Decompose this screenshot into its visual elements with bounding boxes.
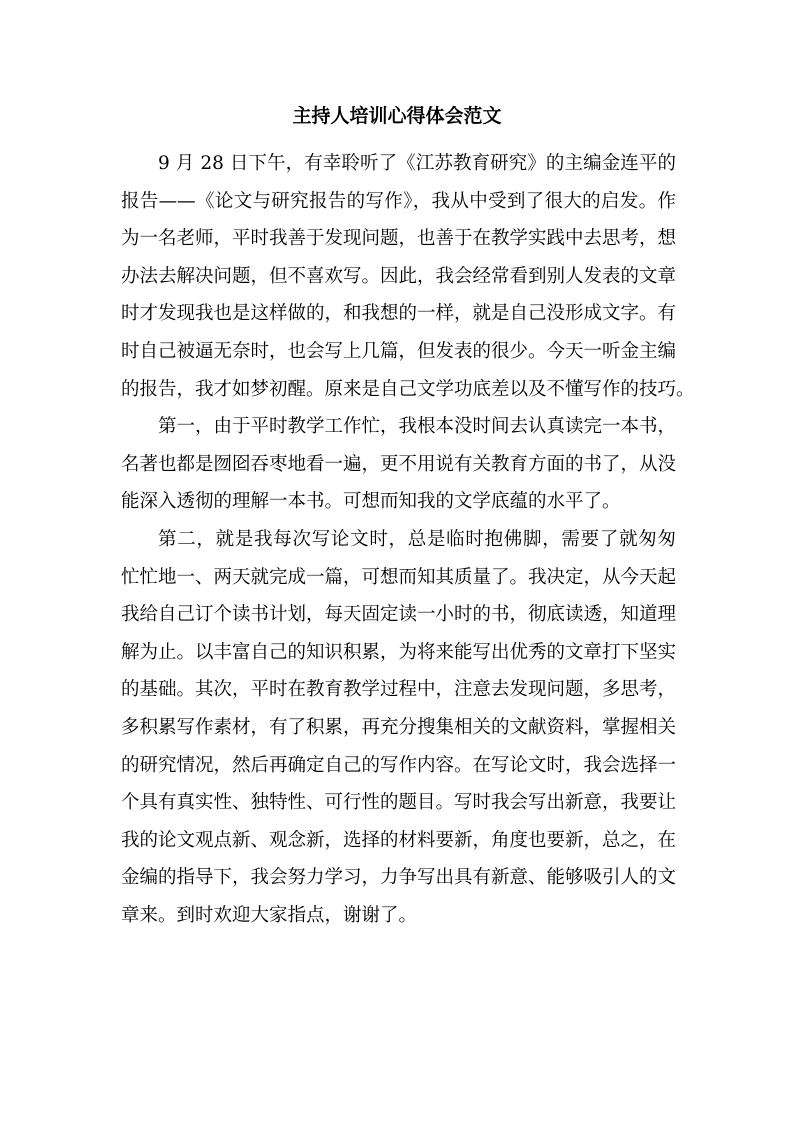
document-body [121, 145, 695, 934]
paragraph-line: 章来。到时欢迎大家指点，谢谢了。 [121, 904, 418, 926]
paragraph-line: 多积累写作素材，有了积累，再充分搜集相关的文献资料，掌握相关 [121, 716, 677, 738]
paragraph-line: 9 月 28 日下午，有幸聆听了《江苏教育研究》的主编金连平的 [158, 153, 676, 174]
paragraph-line: 的研究情况，然后再确定自己的写作内容。在写论文时，我会选择一 [121, 754, 677, 776]
paragraph-1 [121, 145, 695, 408]
paragraph-line: 能深入透彻的理解一本书。可想而知我的文学底蕴的水平了。 [121, 491, 621, 513]
paragraph-line: 为一名老师，平时我善于发现问题，也善于在教学实践中去思考，想 [121, 228, 677, 250]
paragraph-line: 解为止。以丰富自己的知识积累，为将来能写出优秀的文章打下坚实 [121, 641, 677, 663]
paragraph-line: 的报告，我才如梦初醒。原来是自己文学功底差以及不懂写作的技巧。 [121, 378, 695, 400]
paragraph-line: 时自己被逼无奈时，也会写上几篇，但发表的很少。今天一听金主编 [121, 340, 677, 362]
paragraph-line: 名著也都是囫囵吞枣地看一遍，更不用说有关教育方面的书了，从没 [121, 453, 677, 475]
paragraph-line: 时才发现我也是这样做的，和我想的一样，就是自己没形成文字。有 [121, 303, 677, 325]
paragraph-line: 个具有真实性、独特性、可行性的题目。写时我会写出新意，我要让 [121, 792, 677, 814]
paragraph-3 [121, 521, 676, 935]
paragraph-line: 办法去解决问题，但不喜欢写。因此，我会经常看到别人发表的文章 [121, 265, 677, 287]
paragraph-line: 我给自己订个读书计划，每天固定读一小时的书，彻底读透，知道理 [121, 604, 677, 626]
paragraph-line: 忙忙地一、两天就完成一篇，可想而知其质量了。我决定，从今天起 [121, 566, 677, 588]
paragraph-line: 报告——《论文与研究报告的写作》，我从中受到了很大的启发。作 [121, 190, 676, 212]
paragraph-2 [121, 408, 676, 521]
paragraph-line: 金编的指导下，我会努力学习，力争写出具有新意、能够吸引人的文 [121, 867, 677, 889]
paragraph-line: 我的论文观点新、观念新，选择的材料要新，角度也要新，总之，在 [121, 829, 677, 851]
document-title: 主持人培训心得体会范文 [292, 105, 502, 127]
paragraph-line: 第一，由于平时教学工作忙，我根本没时间去认真读完一本书， [158, 416, 677, 438]
paragraph-line: 的基础。其次，平时在教育教学过程中，注意去发现问题，多思考， [121, 679, 677, 701]
paragraph-line: 第二，就是我每次写论文时，总是临时抱佛脚，需要了就匆匆 [158, 528, 676, 550]
